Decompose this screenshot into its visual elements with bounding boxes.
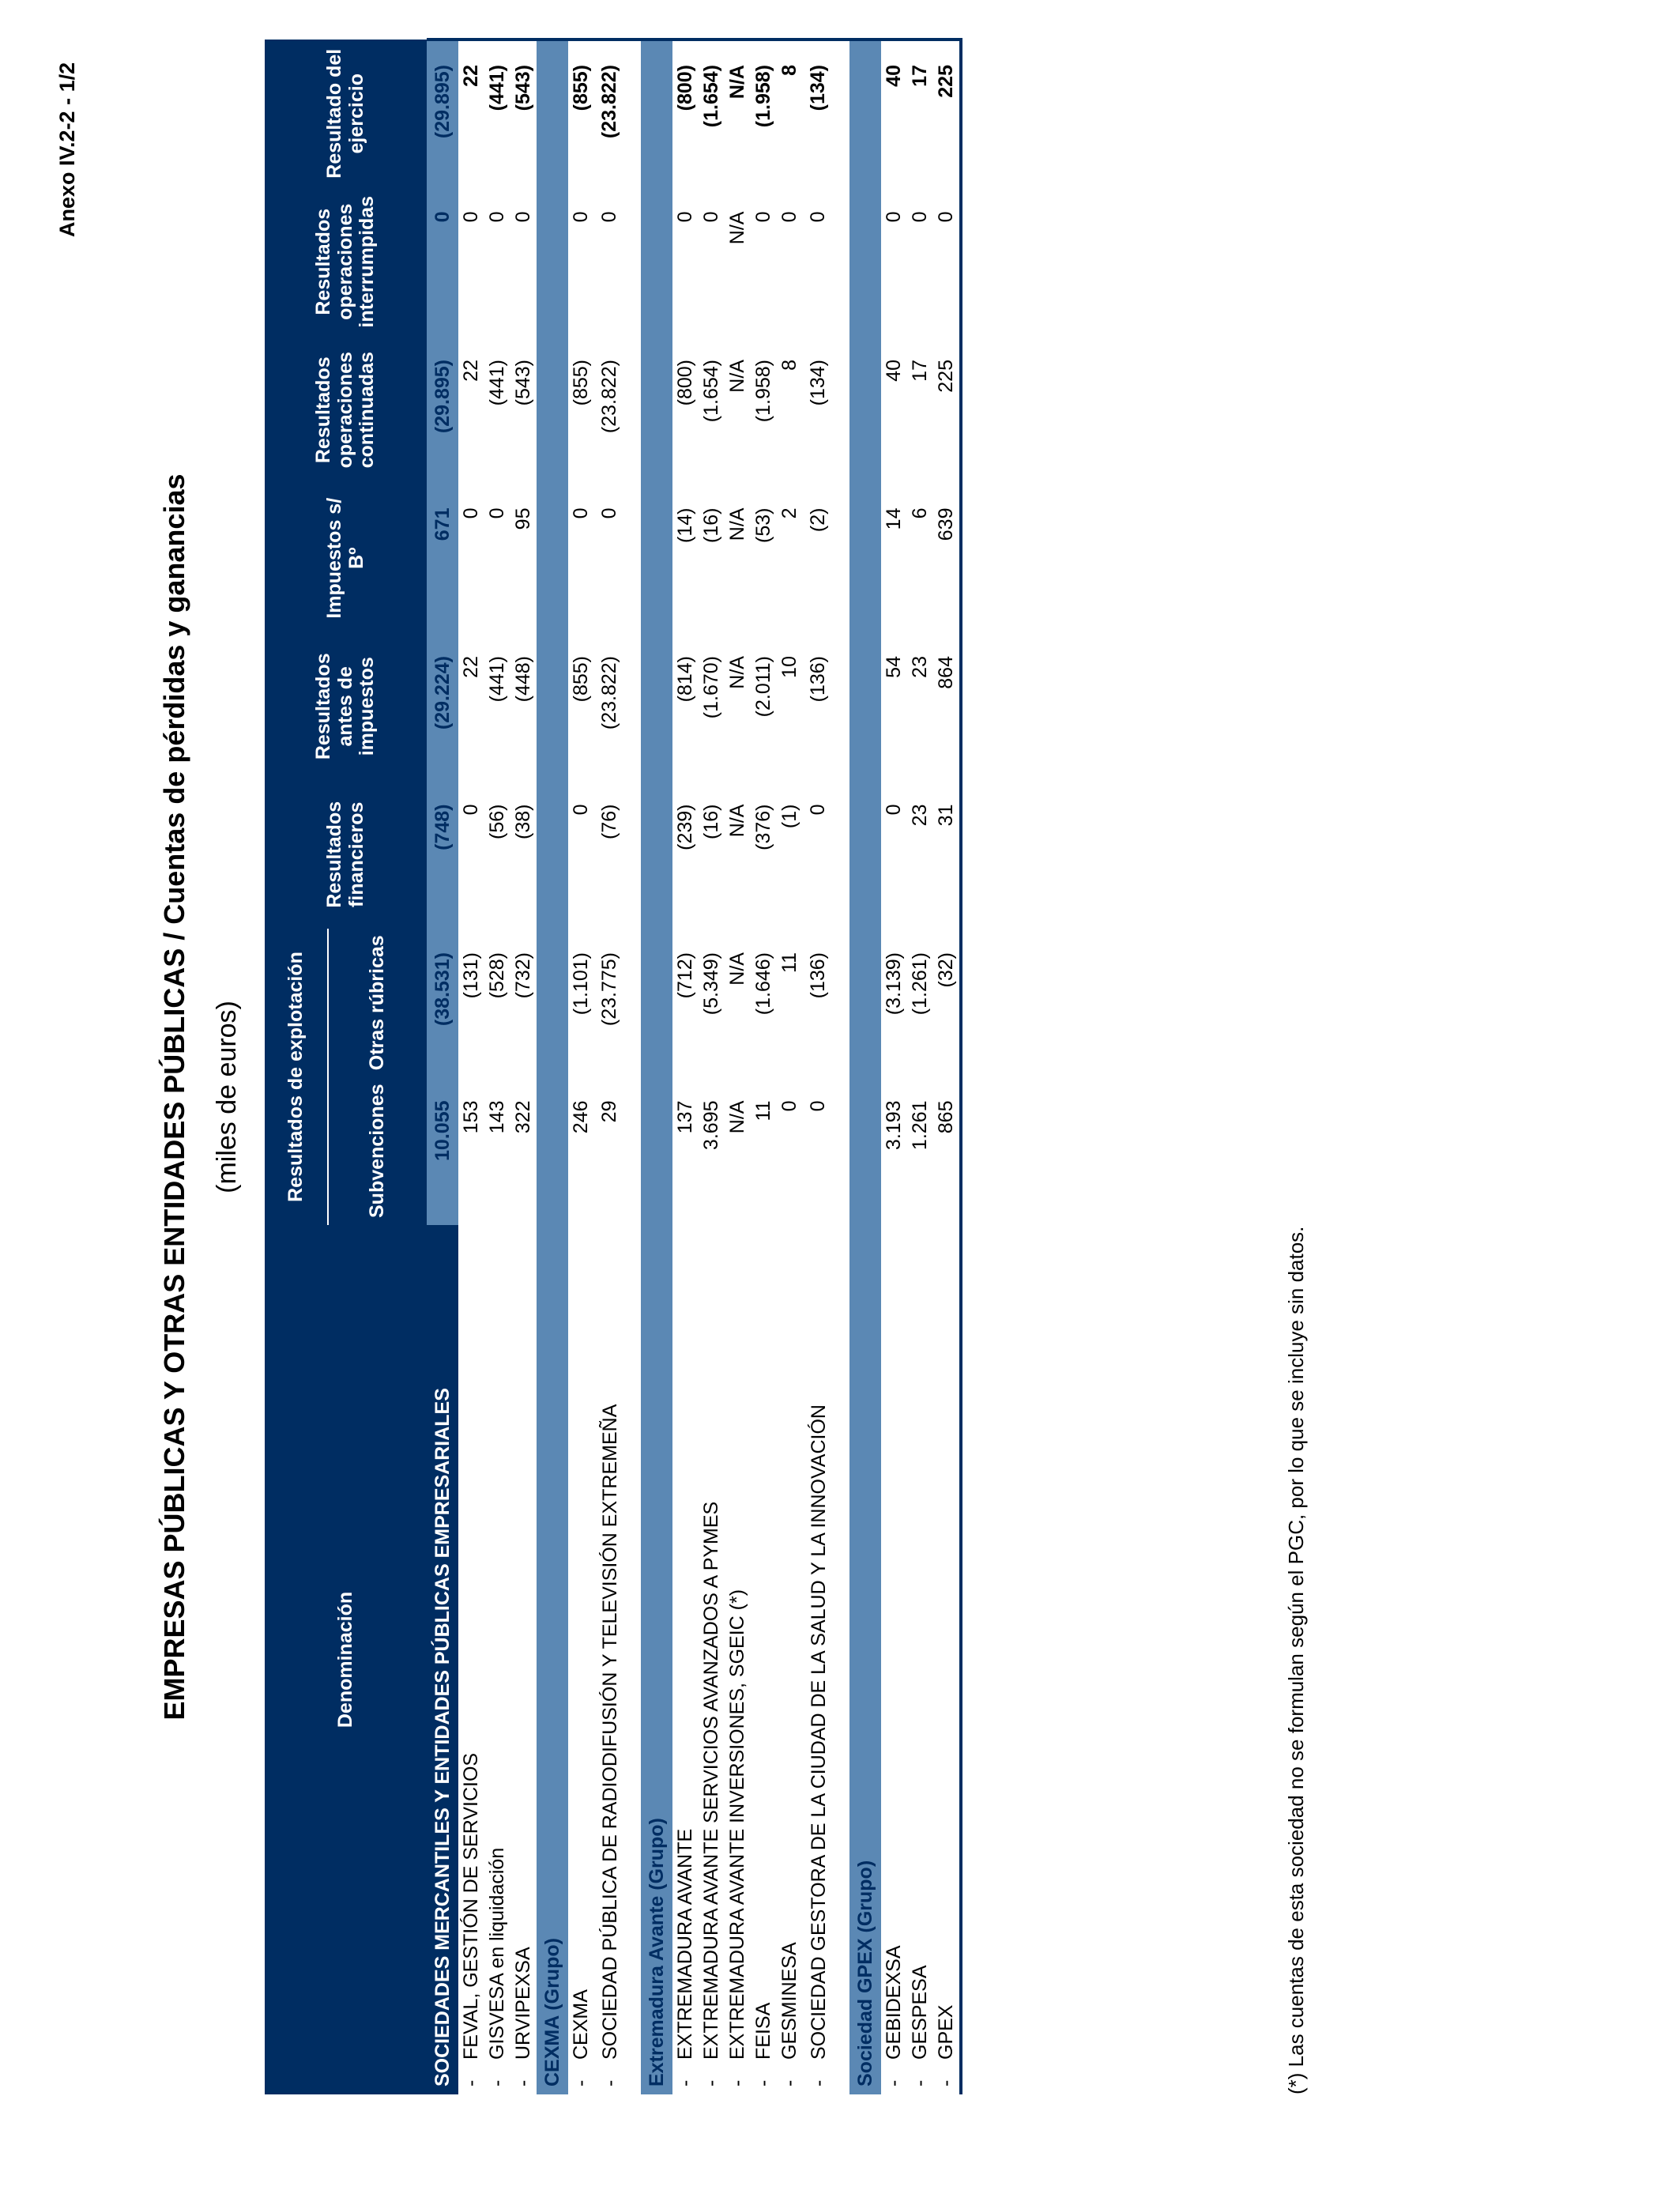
- entity-name-cell: [699, 1225, 725, 2094]
- table-row: [907, 40, 933, 2094]
- table-body: [427, 40, 961, 2094]
- group-row: [641, 40, 672, 2094]
- header-continuadas: Resultados operaciones continuadas: [265, 336, 427, 484]
- group-empty-cell: [537, 188, 568, 337]
- header-otras-rubricas: Otras rúbricas: [328, 929, 427, 1077]
- spacer-cell: [834, 336, 849, 484]
- group-row: [537, 40, 568, 2094]
- value-cell: 40: [883, 360, 905, 382]
- value-cell: 95: [512, 507, 534, 530]
- group-empty-cell: [641, 336, 672, 484]
- row-dash: -: [512, 2079, 534, 2087]
- entity-name-cell: [751, 1225, 777, 2094]
- value-cell: 0: [933, 188, 961, 337]
- header-antes-impuestos: Resultados antes de impuestos: [265, 632, 427, 781]
- value-cell: (134): [803, 40, 834, 188]
- value-cell: (3.139): [883, 952, 905, 1016]
- value-cell: 0: [752, 211, 774, 223]
- entity-name-cell: [672, 1225, 699, 2094]
- value-cell: (23.822): [598, 360, 620, 434]
- table-row: [803, 40, 834, 2094]
- value-cell: 0: [700, 211, 722, 223]
- value-cell: (800): [672, 40, 699, 188]
- value-cell: (239): [674, 804, 696, 850]
- group-empty-cell: [849, 484, 881, 633]
- value-cell: (1.101): [570, 952, 592, 1016]
- value-cell: N/A: [726, 211, 748, 245]
- value-cell: (1.261): [909, 952, 931, 1016]
- value-cell: 639: [933, 484, 961, 633]
- value-cell: 3.193: [883, 1100, 905, 1151]
- value-cell: 1.261: [909, 1100, 931, 1151]
- table-row: [672, 40, 699, 2094]
- table-row: [933, 40, 961, 2094]
- footnote: (*) Las cuentas de esta sociedad no se formulan según el PGC, por lo que se incluye sin datos.: [1284, 1226, 1308, 2094]
- table-header: [265, 40, 427, 2094]
- spacer-row: [834, 40, 849, 2094]
- value-cell: 3.695: [700, 1100, 722, 1151]
- value-cell: 11: [778, 952, 800, 973]
- value-cell: 0: [570, 507, 592, 519]
- row-dash: -: [883, 2079, 905, 2087]
- value-cell: (23.822): [594, 40, 625, 188]
- total-name: SOCIEDADES MERCANTILES Y ENTIDADES PÚBLICAS EMPRESARIALES: [431, 1388, 454, 2087]
- spacer-cell: [834, 632, 849, 781]
- value-cell: (814): [674, 656, 696, 703]
- value-cell: (1.670): [700, 656, 722, 719]
- table-row: [458, 40, 484, 2094]
- group-empty-cell: [641, 188, 672, 337]
- value-cell: 153: [460, 1100, 482, 1134]
- total-value-cell: 671: [427, 484, 458, 633]
- spacer-cell: [834, 188, 849, 337]
- entity-name: FEVAL, GESTIÓN DE SERVICIOS: [460, 1752, 482, 2060]
- group-empty-cell: [537, 929, 568, 1077]
- entity-name: EXTREMADURA AVANTE: [674, 1828, 696, 2060]
- group-empty-cell: [641, 781, 672, 929]
- value-cell: 29: [598, 1100, 620, 1123]
- value-cell: 17: [907, 40, 933, 188]
- spacer-cell: [625, 781, 641, 929]
- value-cell: 864: [933, 632, 961, 781]
- value-cell: 2: [778, 507, 800, 519]
- value-cell: (1.654): [699, 40, 725, 188]
- value-cell: 0: [778, 211, 800, 223]
- entity-name-cell: [484, 1225, 510, 2094]
- value-cell: 0: [570, 211, 592, 223]
- value-cell: 865: [933, 1077, 961, 1226]
- entity-name-cell: [458, 1225, 484, 2094]
- spacer-cell: [834, 1077, 849, 1226]
- value-cell: (528): [486, 952, 508, 999]
- total-name-cell: [427, 1225, 458, 2094]
- value-cell: (14): [674, 507, 696, 543]
- entity-name-cell: [803, 1225, 834, 2094]
- value-cell: 0: [674, 211, 696, 223]
- value-cell: (1): [778, 804, 800, 829]
- value-cell: (441): [486, 360, 508, 406]
- entity-name-cell: [933, 1225, 961, 2094]
- table-row: [881, 40, 907, 2094]
- entity-name: SOCIEDAD GESTORA DE LA CIUDAD DE LA SALUD Y LA INNOVACIÓN: [807, 1404, 830, 2060]
- header-impuestos: Impuestos s/ Bº: [265, 484, 427, 633]
- value-cell: N/A: [726, 656, 748, 689]
- table-row: [594, 40, 625, 2094]
- group-empty-cell: [537, 484, 568, 633]
- value-cell: 31: [933, 781, 961, 929]
- group-empty-cell: [641, 632, 672, 781]
- spacer-cell: [625, 336, 641, 484]
- value-cell: (441): [484, 40, 510, 188]
- group-empty-cell: [641, 484, 672, 633]
- group-empty-cell: [537, 40, 568, 188]
- spacer-cell: [834, 1225, 849, 2094]
- table-row: [510, 40, 537, 2094]
- group-empty-cell: [537, 781, 568, 929]
- value-cell: (136): [807, 656, 829, 703]
- row-dash: -: [726, 2079, 748, 2087]
- value-cell: 0: [598, 211, 620, 223]
- group-empty-cell: [849, 188, 881, 337]
- group-empty-cell: [537, 632, 568, 781]
- value-cell: 143: [486, 1100, 508, 1134]
- entity-name-cell: [777, 1225, 803, 2094]
- table-row: [699, 40, 725, 2094]
- row-dash: -: [935, 2079, 957, 2087]
- total-value-cell: 0: [427, 188, 458, 337]
- entity-name-cell: [907, 1225, 933, 2094]
- spacer-cell: [625, 1077, 641, 1226]
- value-cell: (1.646): [752, 952, 774, 1016]
- table-row: [725, 40, 751, 2094]
- entity-name-cell: [510, 1225, 537, 2094]
- value-cell: (855): [570, 656, 592, 703]
- value-cell: 10: [778, 656, 800, 678]
- group-empty-cell: [849, 929, 881, 1077]
- value-cell: N/A: [726, 804, 748, 838]
- value-cell: (16): [700, 507, 722, 543]
- value-cell: 23: [909, 804, 931, 827]
- value-cell: 0: [486, 211, 508, 223]
- value-cell: (1.958): [751, 40, 777, 188]
- value-cell: (38): [512, 804, 534, 839]
- value-cell: 8: [777, 40, 803, 188]
- value-cell: 322: [512, 1100, 534, 1134]
- value-cell: (16): [700, 804, 722, 839]
- table-row: [777, 40, 803, 2094]
- spacer-cell: [625, 40, 641, 188]
- entity-name: GISVESA en liquidación: [486, 1847, 508, 2060]
- row-dash: -: [752, 2079, 774, 2087]
- total-value-cell: (29.895): [427, 336, 458, 484]
- value-cell: 14: [883, 507, 905, 530]
- group-name: Sociedad GPEX (Grupo): [849, 1225, 881, 2094]
- header-financieros: Resultados financieros: [265, 781, 427, 929]
- value-cell: 225: [933, 40, 961, 188]
- spacer-cell: [625, 1225, 641, 2094]
- total-value-cell: (748): [427, 781, 458, 929]
- spacer-cell: [834, 929, 849, 1077]
- entity-name: GPEX: [935, 2004, 957, 2060]
- entity-name: GESMINESA: [778, 1942, 800, 2060]
- group-name: Extremadura Avante (Grupo): [641, 1225, 672, 2094]
- value-cell: (2.011): [752, 656, 774, 718]
- page-title: EMPRESAS PÚBLICAS Y OTRAS ENTIDADES PÚBLICAS / Cuentas de pérdidas y ganancias: [158, 473, 190, 1721]
- page-subtitle: (miles de euros): [212, 1001, 242, 1193]
- value-cell: (5.349): [700, 952, 722, 1016]
- total-value-cell: (38.531): [427, 929, 458, 1077]
- value-cell: (2): [807, 507, 829, 533]
- group-empty-cell: [641, 40, 672, 188]
- value-cell: (543): [510, 40, 537, 188]
- entity-name-cell: [725, 1225, 751, 2094]
- header-subvenciones: Subvenciones: [328, 1077, 427, 1226]
- entity-name: EXTREMADURA AVANTE SERVICIOS AVANZADOS A PYMES: [700, 1501, 722, 2060]
- group-empty-cell: [849, 781, 881, 929]
- value-cell: 0: [778, 1100, 800, 1112]
- entity-name: FEISA: [752, 2002, 774, 2060]
- value-cell: 246: [570, 1100, 592, 1134]
- value-cell: 0: [460, 804, 482, 816]
- row-dash: -: [598, 2079, 621, 2087]
- value-cell: 22: [460, 360, 482, 382]
- header-explotacion: Resultados de explotación: [265, 929, 328, 1225]
- value-cell: (23.822): [598, 656, 620, 730]
- entity-name-cell: [594, 1225, 625, 2094]
- row-dash: -: [486, 2079, 508, 2087]
- total-row: [427, 40, 458, 2094]
- value-cell: N/A: [726, 1100, 748, 1134]
- row-dash: -: [778, 2079, 800, 2087]
- group-empty-cell: [537, 336, 568, 484]
- group-empty-cell: [849, 40, 881, 188]
- group-empty-cell: [849, 632, 881, 781]
- entity-name-cell: [568, 1225, 594, 2094]
- total-value-cell: 10.055: [427, 1077, 458, 1226]
- group-empty-cell: [849, 336, 881, 484]
- value-cell: (448): [512, 656, 534, 703]
- group-empty-cell: [849, 1077, 881, 1226]
- value-cell: (855): [568, 40, 594, 188]
- value-cell: 0: [909, 211, 931, 223]
- annex-label: Anexo IV.2-2 - 1/2: [55, 62, 79, 237]
- value-cell: (53): [752, 507, 774, 543]
- value-cell: (76): [598, 804, 620, 839]
- spacer-cell: [625, 188, 641, 337]
- value-cell: N/A: [726, 952, 748, 986]
- table-row: [568, 40, 594, 2094]
- value-cell: 0: [883, 211, 905, 223]
- header-interrumpidas: Resultados operaciones interrumpidas: [265, 188, 427, 337]
- value-cell: (56): [486, 804, 508, 839]
- value-cell: (800): [674, 360, 696, 406]
- table-row: [751, 40, 777, 2094]
- value-cell: 54: [883, 656, 905, 678]
- value-cell: (855): [570, 360, 592, 406]
- value-cell: 0: [460, 211, 482, 223]
- entity-name: GESPESA: [909, 1965, 931, 2060]
- value-cell: 0: [883, 804, 905, 816]
- value-cell: (1.654): [700, 360, 722, 423]
- value-cell: 11: [752, 1100, 774, 1122]
- value-cell: (32): [933, 929, 961, 1077]
- table-row: [484, 40, 510, 2094]
- value-cell: 225: [933, 336, 961, 484]
- results-table-container: [265, 40, 962, 2094]
- value-cell: 0: [598, 507, 620, 519]
- value-cell: 23: [909, 656, 931, 678]
- spacer-cell: [834, 781, 849, 929]
- group-empty-cell: [537, 1077, 568, 1226]
- spacer-cell: [834, 40, 849, 188]
- spacer-row: [625, 40, 641, 2094]
- value-cell: N/A: [726, 360, 748, 393]
- spacer-cell: [625, 484, 641, 633]
- entity-name: URVIPEXSA: [512, 1947, 534, 2060]
- value-cell: (712): [674, 952, 696, 999]
- total-value-cell: (29.224): [427, 632, 458, 781]
- header-resultado-ejercicio: Resultado del ejercicio: [265, 40, 427, 188]
- value-cell: 8: [778, 360, 800, 371]
- group-empty-cell: [641, 929, 672, 1077]
- row-dash: -: [460, 2079, 482, 2087]
- value-cell: N/A: [726, 507, 748, 541]
- results-table: [265, 38, 962, 2094]
- value-cell: 0: [486, 507, 508, 519]
- row-dash: -: [909, 2079, 931, 2087]
- spacer-cell: [625, 929, 641, 1077]
- value-cell: (23.775): [598, 952, 620, 1027]
- spacer-cell: [625, 632, 641, 781]
- value-cell: (441): [486, 656, 508, 703]
- value-cell: 40: [881, 40, 907, 188]
- value-cell: (131): [460, 952, 482, 999]
- value-cell: (134): [807, 360, 829, 406]
- value-cell: (136): [807, 952, 829, 999]
- entity-name: CEXMA: [570, 1989, 592, 2060]
- value-cell: 0: [512, 211, 534, 223]
- value-cell: 17: [909, 360, 931, 382]
- value-cell: 0: [807, 1100, 829, 1112]
- value-cell: 22: [458, 40, 484, 188]
- entity-name: SOCIEDAD PÚBLICA DE RADIODIFUSIÓN Y TELEVISIÓN EXTREMEÑA: [598, 1404, 621, 2060]
- group-empty-cell: [641, 1077, 672, 1226]
- value-cell: (732): [512, 952, 534, 999]
- value-cell: N/A: [725, 40, 751, 188]
- entity-name: GEBIDEXSA: [883, 1945, 905, 2060]
- group-row: [849, 40, 881, 2094]
- value-cell: 0: [807, 211, 829, 223]
- spacer-cell: [834, 484, 849, 633]
- row-dash: -: [674, 2079, 696, 2087]
- total-value-cell: (29.895): [427, 40, 458, 188]
- row-dash: -: [807, 2079, 830, 2087]
- row-dash: -: [570, 2079, 592, 2087]
- value-cell: 22: [460, 656, 482, 678]
- value-cell: 6: [909, 507, 931, 519]
- entity-name-cell: [881, 1225, 907, 2094]
- value-cell: 0: [807, 804, 829, 816]
- group-name: CEXMA (Grupo): [537, 1225, 568, 2094]
- value-cell: (543): [512, 360, 534, 406]
- value-cell: 0: [460, 507, 482, 519]
- value-cell: 0: [570, 804, 592, 816]
- value-cell: 137: [674, 1100, 696, 1134]
- header-denominacion: Denominación: [265, 1225, 427, 2094]
- entity-name: EXTREMADURA AVANTE INVERSIONES, SGEIC (*): [726, 1589, 748, 2060]
- value-cell: (1.958): [752, 360, 774, 423]
- row-dash: -: [700, 2079, 722, 2087]
- value-cell: (376): [752, 804, 774, 850]
